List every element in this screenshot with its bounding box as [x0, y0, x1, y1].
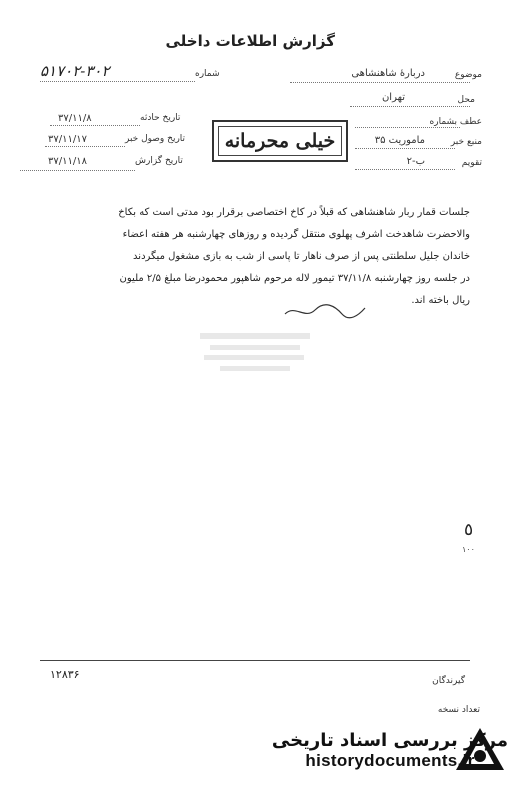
- document-title: گزارش اطلاعات داخلی: [165, 32, 335, 50]
- watermark-title: مرکز بررسی اسناد تاریخی: [271, 730, 508, 751]
- document-number-value: ۵۱۷۰۲-۳۰۲: [40, 62, 110, 80]
- document-number-label: شماره: [195, 69, 220, 79]
- body-line: والاحضرت شاهدخت اشرف پهلوی منتقل گردیده و روزهای چهارشنبه هر هفته اعضاء: [122, 229, 470, 240]
- evaluation-label: تقویم: [461, 158, 482, 168]
- source-dotline: [355, 148, 455, 149]
- report-date-dotline: [20, 170, 135, 171]
- report-body: [50, 202, 470, 312]
- place-dotline: [350, 106, 470, 107]
- receipt-date-dotline: [45, 146, 125, 147]
- evaluation-dotline: [355, 169, 455, 170]
- classification-stamp: [212, 120, 348, 162]
- redacted-area: [200, 333, 310, 379]
- stamp-text: خیلی محرمانه: [224, 130, 336, 152]
- event-date-label: تاریخ حادثه: [140, 113, 181, 123]
- body-line: در جلسه روز چهارشنبه ۳۷/۱۱/۸ تیمور لاله مرحوم شاهپور محمودرضا مبلغ ۲/۵ ملیون: [119, 273, 470, 284]
- place-label: محل: [457, 95, 475, 105]
- subject-label: موضوع: [454, 70, 482, 80]
- followup-dotline: [355, 127, 460, 128]
- margin-mark: ٥: [464, 520, 474, 540]
- watermark: [272, 730, 508, 771]
- subject-value: دربارهٔ شاهنشاهی: [351, 68, 425, 79]
- margin-number: ۱۰۰: [462, 545, 475, 554]
- report-date-value: ۳۷/۱۱/۱۸: [48, 156, 87, 167]
- event-date-value: ۳۷/۱۱/۸: [58, 113, 92, 124]
- archive-number: ۱۲۸۳۶: [50, 668, 80, 681]
- source-value: ماموریت ۳۵: [374, 135, 425, 146]
- number-dotline: [40, 81, 195, 82]
- body-line: ریال باخته اند.: [411, 295, 470, 306]
- place-value: تهران: [381, 92, 405, 103]
- evaluation-value: ب-۲: [406, 156, 425, 167]
- watermark-url: historydocuments.ir: [305, 751, 475, 770]
- followup-label: عطف بشماره: [429, 117, 482, 127]
- distribution-label: گیرندگان: [432, 676, 465, 686]
- body-line: جلسات قمار ربار شاهنشاهی که قبلاً در کاخ اختصاصی برقرار بود مدتی است که بکاخ: [118, 207, 470, 218]
- footer-divider: [40, 660, 470, 661]
- subject-dotline: [290, 82, 470, 83]
- receipt-date-label: تاریخ وصول خبر: [125, 134, 186, 144]
- signature-scribble: [280, 300, 370, 322]
- body-line: خاندان جلیل سلطنتی پس از صرف ناهار تا پاسی از شب به بازی مشغول میگردند: [133, 251, 470, 262]
- source-label: منبع خبر: [450, 137, 482, 147]
- copies-label: تعداد نسخه: [437, 705, 480, 715]
- event-date-dotline: [50, 125, 140, 126]
- receipt-date-value: ۳۷/۱۱/۱۷: [48, 134, 87, 145]
- report-date-label: تاریخ گزارش: [135, 156, 183, 166]
